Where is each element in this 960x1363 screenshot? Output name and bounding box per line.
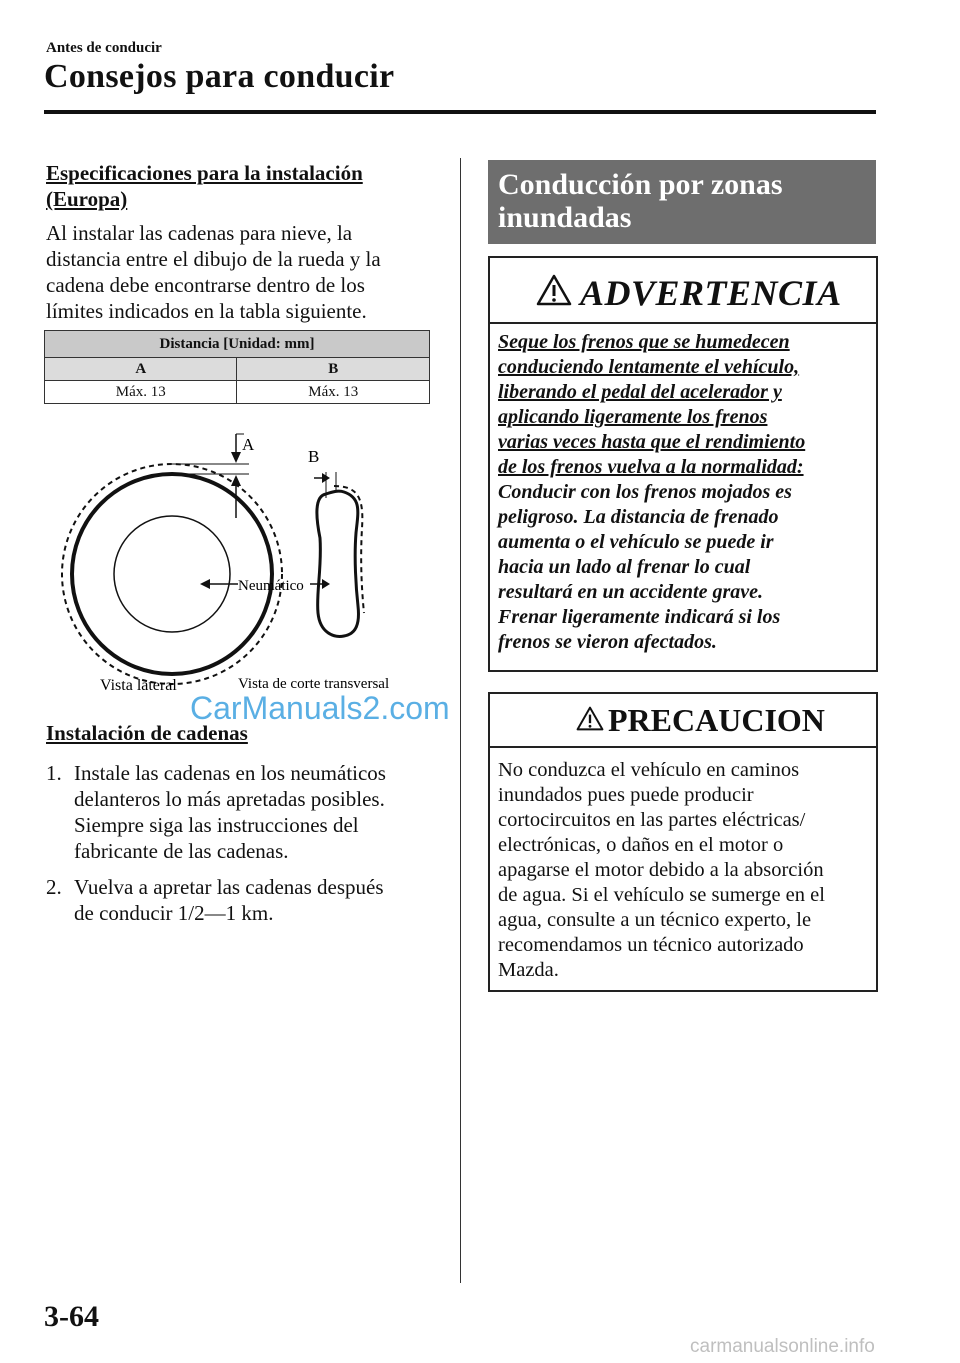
caution-line: No conduzca el vehículo en caminos: [498, 759, 800, 781]
warning-line: varias veces hasta que el rendimiento: [498, 431, 806, 453]
intro-line: límites indicados en la tabla siguiente.: [46, 299, 367, 323]
table-header: Distancia [Unidad: mm]: [45, 331, 430, 358]
arrow-tire-left-head: [200, 579, 210, 589]
header-rule: [44, 110, 876, 114]
section-breadcrumb: Antes de conducir: [46, 40, 162, 56]
step-number: 2.: [46, 875, 62, 899]
caution-line: agua, consulte a un técnico experto, le: [498, 909, 812, 931]
caution-title: PRECAUCION: [608, 702, 825, 738]
intro-line: Al instalar las cadenas para nieve, la: [46, 221, 353, 245]
spec-heading-line: (Europa): [46, 187, 128, 211]
spec-heading: [46, 160, 363, 212]
caution-body: [498, 758, 870, 983]
caution-line: cortocircuitos en las partes eléctricas/: [498, 809, 806, 831]
tire-cross-section: [317, 491, 359, 636]
caution-line: inundados pues puede producir: [498, 784, 754, 806]
step-number: 1.: [46, 761, 62, 785]
step-item: [46, 760, 446, 864]
arrow-a-top-head: [231, 452, 241, 463]
warning-line: conduciendo lentamente el vehículo,: [498, 356, 800, 378]
tire-outline-side: [72, 474, 272, 674]
section-heading-box: [488, 160, 876, 244]
step-line: Siempre siga las instrucciones del: [74, 813, 359, 837]
caution-line: Mazda.: [498, 959, 559, 981]
site-watermark: carmanualsonline.info: [690, 1336, 875, 1357]
warning-body: [498, 330, 870, 655]
warning-line: Conducir con los frenos mojados es: [498, 481, 792, 503]
spec-heading-line: Especificaciones para la instalación: [46, 161, 363, 185]
wheel-rim: [114, 516, 230, 632]
warning-box: [488, 256, 878, 672]
table-cell-a: Máx. 13: [45, 381, 237, 404]
warning-line: hacia un lado al frenar lo cual: [498, 556, 751, 578]
section-heading-line: inundadas: [498, 201, 632, 234]
warning-line: liberando el pedal del acelerador y: [498, 381, 782, 403]
warning-line: peligroso. La distancia de frenado: [498, 506, 779, 528]
warning-triangle-icon: [536, 274, 572, 306]
caution-triangle-icon: [576, 706, 604, 731]
caution-box: [488, 692, 878, 992]
table-cell-b: Máx. 13: [237, 381, 430, 404]
intro-line: distancia entre el dibujo de la rueda y la: [46, 247, 381, 271]
label-a: A: [242, 435, 255, 454]
install-heading: Instalación de cadenas: [46, 721, 248, 745]
caution-header: [490, 694, 876, 748]
warning-line: resultará en un accidente grave.: [498, 581, 763, 603]
warning-line: Frenar ligeramente indicará si los: [498, 606, 781, 628]
label-b: B: [308, 447, 320, 466]
caution-line: apagarse el motor debido a la absorción: [498, 859, 824, 881]
step-line: Vuelva a apretar las cadenas después: [74, 875, 384, 899]
page-title: Consejos para conducir: [44, 58, 395, 95]
chain-outline-side: [62, 464, 282, 684]
watermark-logo: CarManuals2.com: [190, 690, 450, 726]
arrow-tire-right-head: [322, 579, 330, 589]
page-number: 3-64: [44, 1300, 99, 1333]
warning-header: [490, 258, 876, 324]
caution-line: recomendamos un técnico autorizado: [498, 934, 804, 956]
chain-clearance-diagram: [44, 428, 434, 698]
intro-line: cadena debe encontrarse dentro de los: [46, 273, 365, 297]
section-heading-line: Conducción por zonas: [498, 168, 783, 201]
warning-line: de los frenos vuelva a la normalidad:: [498, 456, 804, 478]
distance-table: [44, 330, 430, 404]
warning-line: aumenta o el vehículo se puede ir: [498, 531, 774, 553]
section-heading: [498, 168, 783, 234]
step-line: delanteros lo más apretadas posibles.: [74, 787, 385, 811]
intro-paragraph: [46, 220, 381, 324]
warning-line: Seque los frenos que se humedecen: [498, 331, 790, 353]
warning-title: ADVERTENCIA: [580, 273, 842, 313]
table-column-b: B: [237, 358, 430, 381]
column-divider: [460, 158, 461, 1283]
warning-line: aplicando ligeramente los frenos: [498, 406, 768, 428]
step-line: de conducir 1/2―1 km.: [74, 901, 274, 925]
table-column-a: A: [45, 358, 237, 381]
arrow-a-bottom-head: [231, 475, 241, 486]
step-line: fabricante de las cadenas.: [74, 839, 289, 863]
chain-outline-section: [334, 486, 364, 613]
step-line: Instale las cadenas en los neumáticos: [74, 761, 386, 785]
install-steps: [46, 760, 446, 926]
label-tire: Neumático: [238, 578, 304, 594]
caution-line: electrónicas, o daños en el motor o: [498, 834, 784, 856]
step-item: [46, 874, 446, 926]
caption-cross-section: Vista de corte transversal: [238, 676, 390, 692]
warning-line: frenos se vieron afectados.: [498, 631, 717, 653]
caution-line: de agua. Si el vehículo se sumerge en el: [498, 884, 825, 906]
caption-side-view: Vista lateral: [100, 677, 177, 694]
